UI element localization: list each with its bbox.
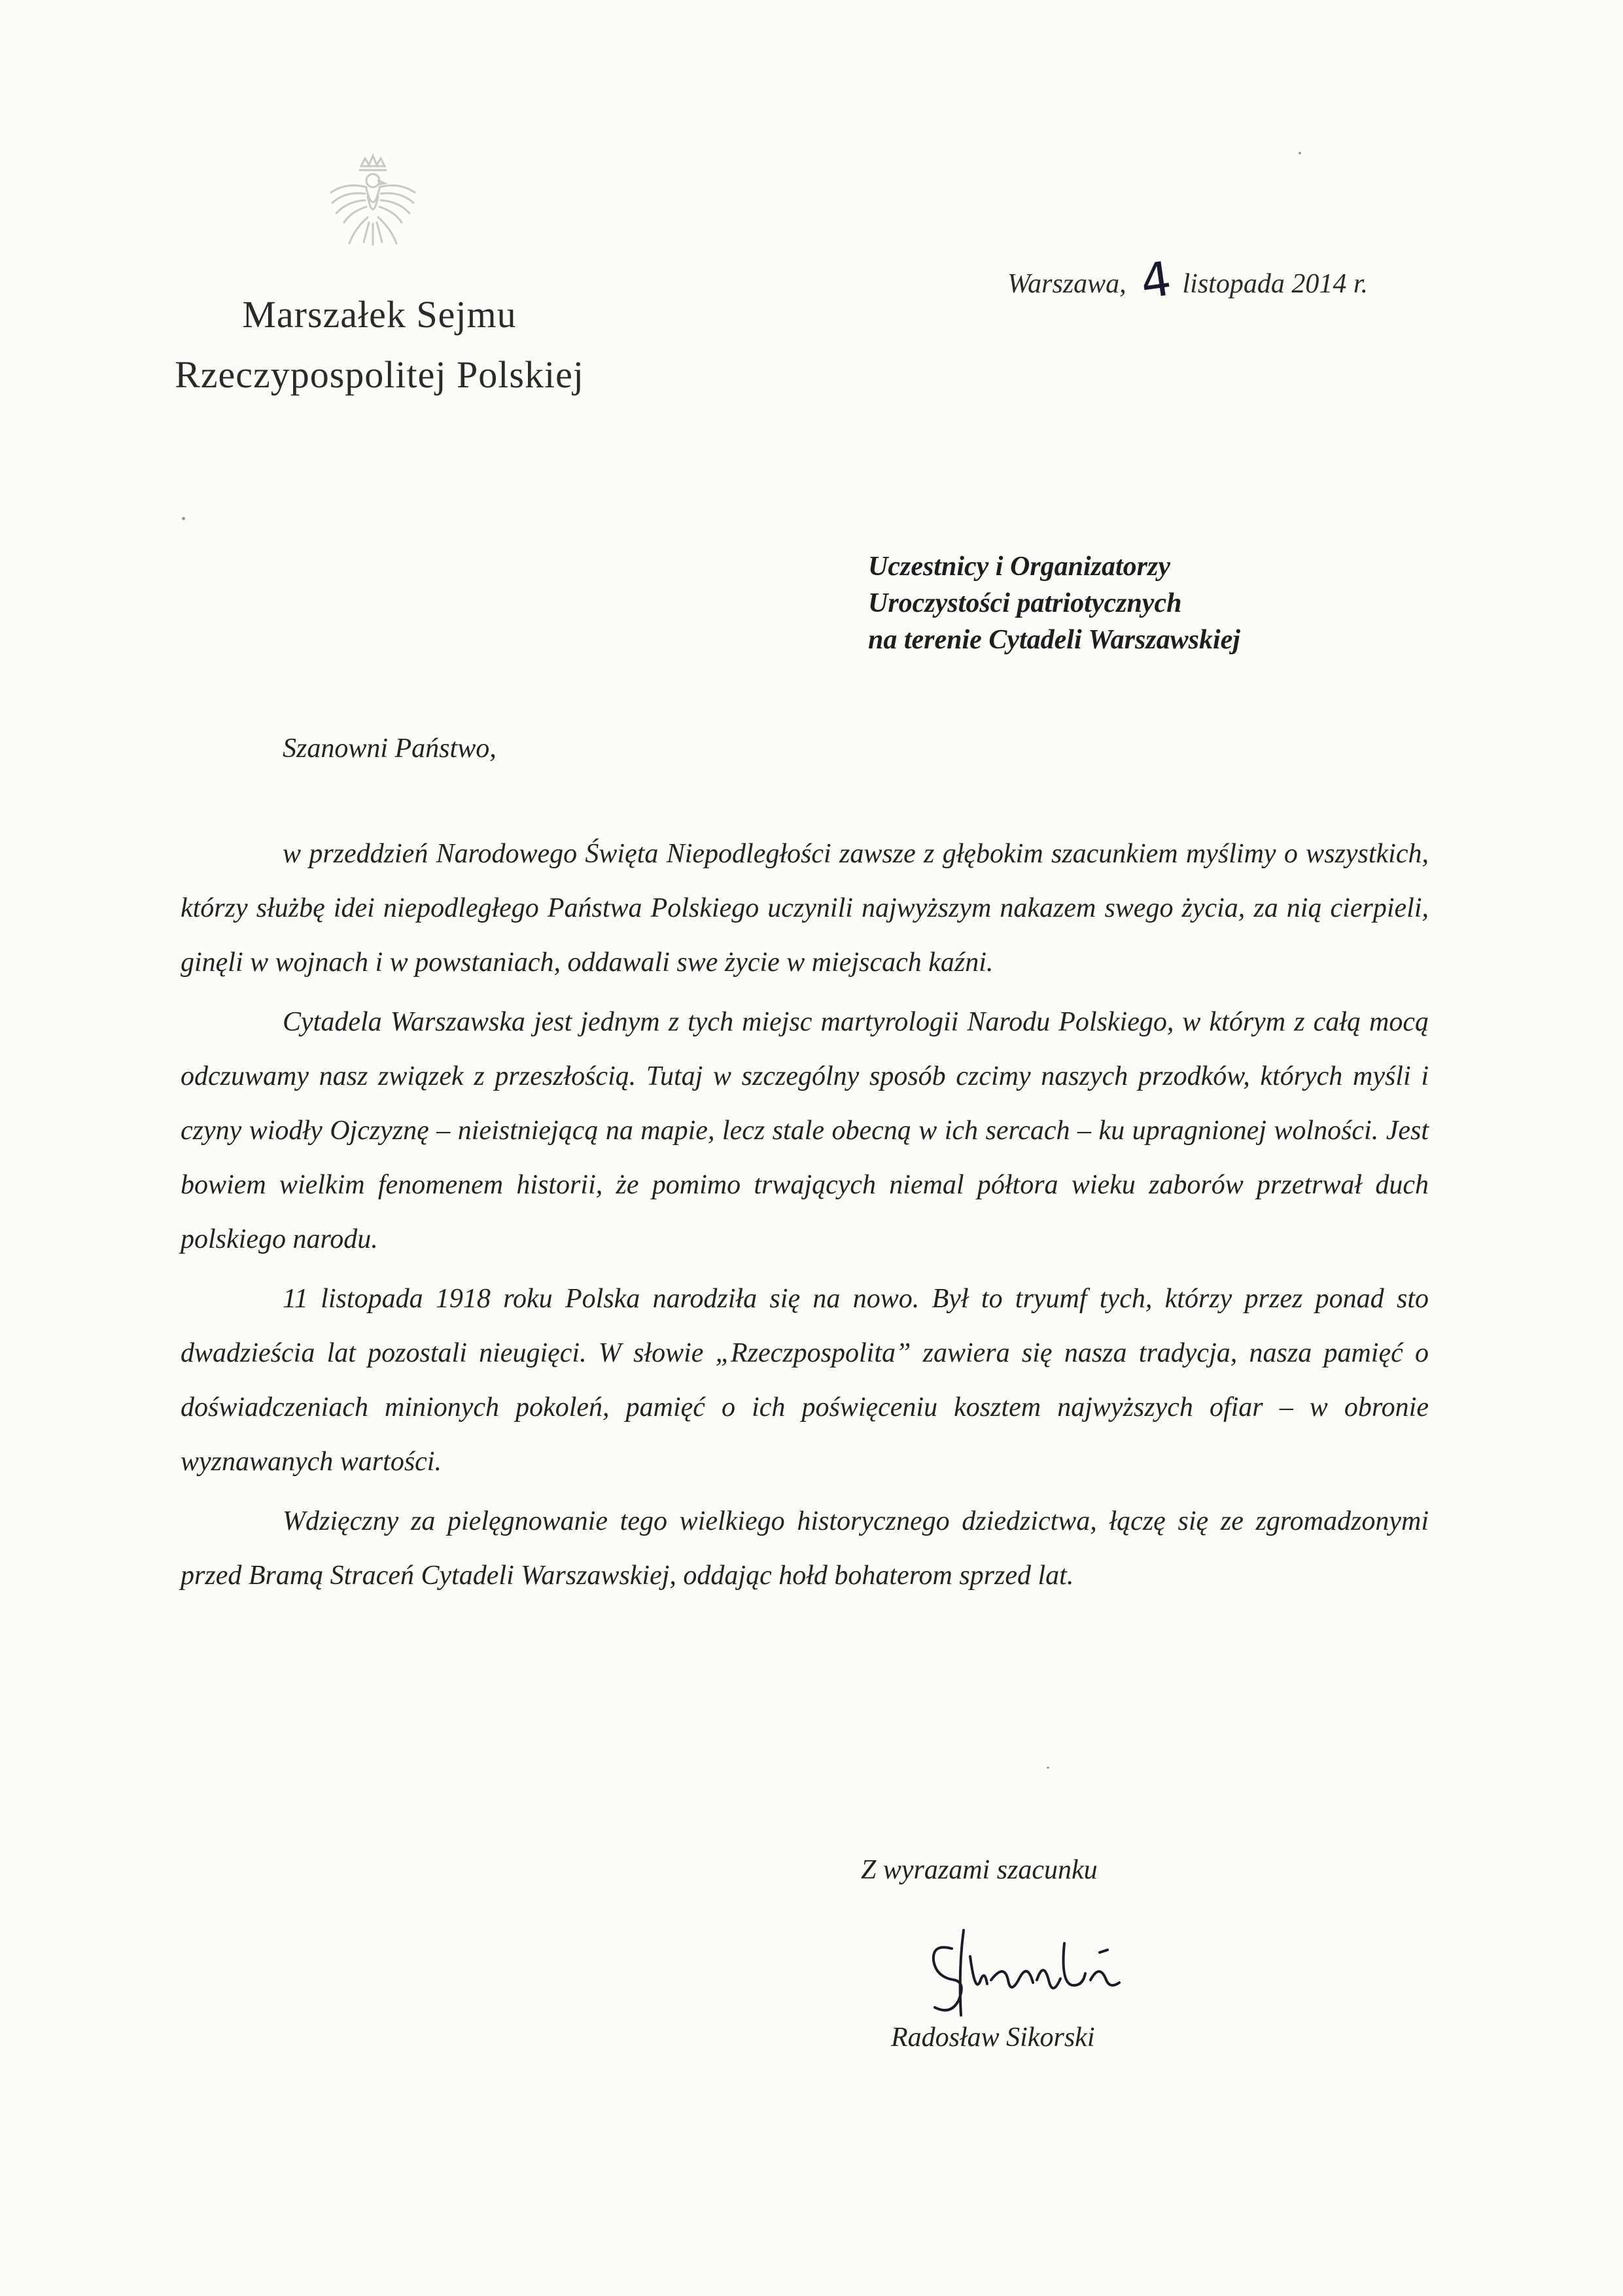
body-paragraph-3: 11 listopada 1918 roku Polska narodziła się na nowo. Był to tryumf tych, którzy przez ponad sto dwadzieścia lat pozostali nieugięci. W słowie „Rzeczpospolita” zawiera się nasza tradycja, nasza pamięć o doświadczeniach minionych pokoleń, pamięć o ich poświęceniu kosztem najwyższych ofiar – w obronie wyznawanych wartości.: [181, 1284, 1429, 1477]
polish-eagle-emblem-icon: [307, 144, 438, 275]
letter-body: [181, 827, 1429, 1608]
handwritten-signature-icon: [913, 1917, 1148, 2028]
recipient-line-1: Uczestnicy i Organizatorzy: [868, 552, 1170, 582]
issuer-line-2: Rzeczypospolitej Polskiej: [175, 353, 584, 396]
body-paragraph-1: w przeddzień Narodowego Święta Niepodległości zawsze z głębokim szacunkiem myślimy o wszystkich, którzy służbę idei niepodległego Państwa Polskiego uczynili najwyższym nakazem swego życia, za nią cierpieli, ginęli w wojnach i w powstaniach, oddawali swe życie w miejscach kaźni.: [181, 839, 1429, 978]
body-paragraph-4: Wdzięczny za pielęgnowanie tego wielkiego historycznego dziedzictwa, łączę się ze zgromadzonymi przed Bramą Straceń Cytadeli Warszawskiej, oddając hołd bohaterom sprzed lat.: [181, 1506, 1429, 1591]
scan-speck: [1047, 1767, 1049, 1769]
recipient-line-2: Uroczystości patriotycznych: [868, 588, 1182, 618]
signer-name: Radosław Sikorski: [891, 2022, 1095, 2053]
scan-speck: [182, 517, 185, 520]
date-place: Warszawa,: [1007, 269, 1126, 299]
body-paragraph-2: Cytadela Warszawska jest jednym z tych miejsc martyrologii Narodu Polskiego, w którym z całą mocą odczuwamy nasz związek z przeszłością. Tutaj w szczególny sposób czcimy naszych przodków, których myśli i czyny wiodły Ojczyznę – nieistniejącą na mapie, lecz stale obecną w ich sercach – ku upragnionej wolności. Jest bowiem wielkim fenomenem historii, że pomimo trwających niemal półtora wieku zaborów przetrwał duch polskiego narodu.: [181, 1007, 1429, 1254]
salutation: Szanowni Państwo,: [283, 733, 497, 764]
recipient-block: [868, 548, 1522, 658]
closing-phrase: Z wyrazami szacunku: [861, 1855, 1098, 1885]
issuer-line-1: Marszałek Sejmu: [242, 293, 517, 336]
recipient-line-3: na terenie Cytadeli Warszawskiej: [868, 625, 1240, 655]
issuer-title: [131, 285, 628, 405]
date-day-handwritten: 4: [1137, 251, 1175, 309]
scan-speck: [1299, 152, 1301, 154]
date-line: [1007, 249, 1531, 309]
date-rest: listopada 2014 r.: [1182, 269, 1369, 299]
